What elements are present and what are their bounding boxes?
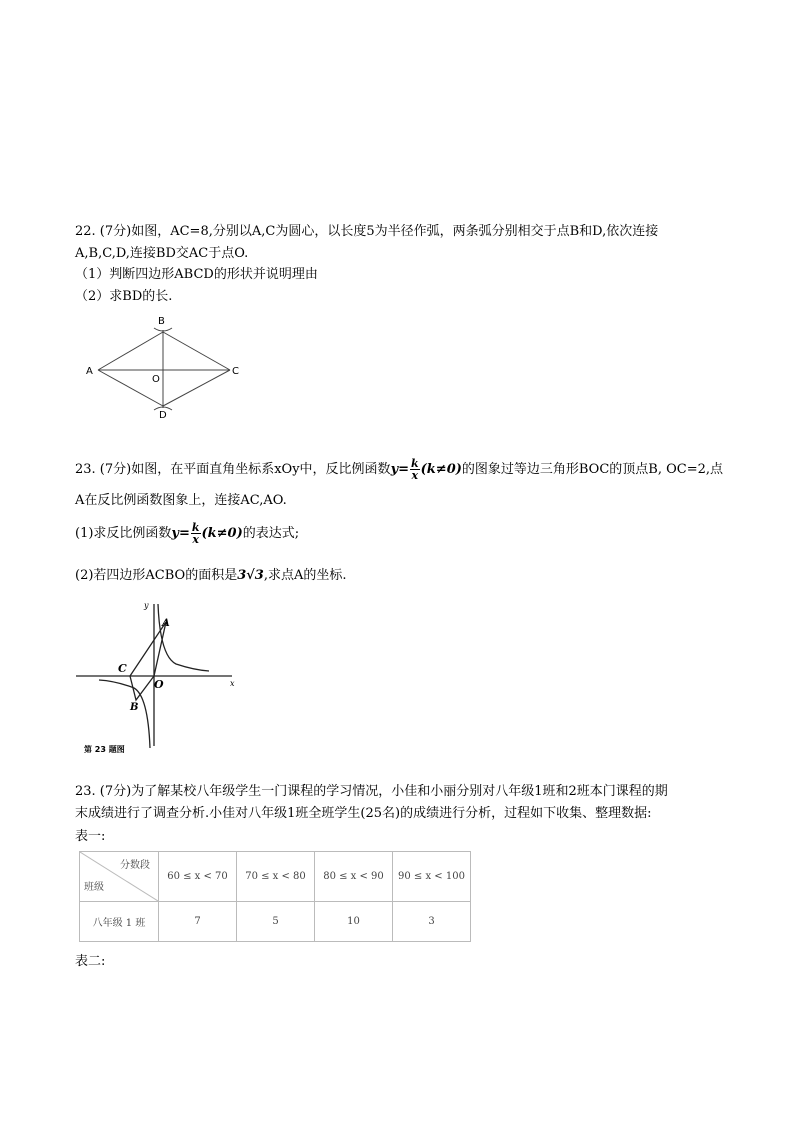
label-a: A (86, 366, 93, 377)
q22-part2: （2）求BD的长. (75, 289, 173, 304)
table-col-header: 60 ≤ x < 70 (159, 852, 237, 902)
table-col-header: 90 ≤ x < 100 (393, 852, 471, 902)
table-cell: 5 (237, 902, 315, 942)
area-value: 3√3 (237, 568, 264, 583)
table-corner-cell (80, 852, 159, 902)
label-a: A (162, 618, 170, 629)
q23a-stem-line2: A在反比例函数图象上，连接AC,AO. (75, 493, 287, 508)
table1-label: 表一: (75, 829, 106, 844)
label-b: B (158, 316, 165, 327)
table2-label: 表二: (75, 954, 106, 969)
func-lhs: y= (171, 526, 190, 541)
q22-rhombus-figure (80, 312, 250, 420)
score-table (79, 851, 471, 942)
q23b-stem-line2: 末成绩进行了调查分析.小佳对八年级1班全班学生(25名)的成绩进行分析，过程如下收集、整理数据: (75, 806, 652, 821)
label-o: O (154, 678, 164, 691)
edge-ab (98, 332, 163, 370)
figure-caption: 第 23 题图 (84, 745, 125, 754)
table-cell: 3 (393, 902, 471, 942)
func-cond: (k≠0) (201, 526, 243, 541)
q22-part1: （1）判断四边形ABCD的形状并说明理由 (75, 267, 318, 282)
q22-stem-line1: 22. (7分)如图，AC=8,分别以A,C为圆心，以长度5为半径作弧，两条弧分别相交于点B和D,依次连接 (75, 224, 659, 239)
corner-top-label: 分数段 (120, 860, 150, 871)
label-c: C (232, 366, 239, 377)
hyperbola-branch-2 (99, 680, 150, 748)
func-fraction (191, 522, 201, 545)
label-x: x (230, 679, 235, 688)
q23a-part2-post: ,求点A的坐标. (263, 568, 347, 583)
q23a-part2 (75, 567, 347, 585)
corner-bottom-label: 班级 (84, 882, 104, 893)
q23a-part1-pre: (1)求反比例函数 (75, 526, 172, 541)
table-row-label: 八年级 1 班 (80, 902, 159, 942)
hyperbola-branch-1 (158, 604, 209, 671)
q23a-stem-post: 的图象过等边三角形BOC的顶点B, OC=2,点 (461, 462, 724, 477)
table-row (80, 902, 471, 942)
q22-stem-line2: A,B,C,D,连接BD交AC于点O. (75, 246, 249, 261)
label-b: B (130, 702, 139, 713)
label-o: O (152, 374, 160, 385)
func-lhs: y= (390, 462, 410, 477)
q23a-part1-post: 的表达式; (242, 526, 300, 541)
q23a-stem-pre: 23. (7分)如图，在平面直角坐标系xOy中，反比例函数 (75, 462, 391, 477)
label-c: C (118, 662, 127, 675)
func-cond: (k≠0) (420, 462, 462, 477)
label-y: y (144, 601, 149, 610)
table-cell: 7 (159, 902, 237, 942)
func-num: k (191, 521, 200, 534)
q23a-part2-pre: (2)若四边形ACBO的面积是 (75, 568, 238, 583)
arc-b (154, 328, 172, 331)
table-header-row (80, 852, 471, 902)
table-col-header: 80 ≤ x < 90 (315, 852, 393, 902)
q23b-stem-line1: 23. (7分)为了解某校八年级学生一门课程的学习情况，小佳和小丽分别对八年级1班和2班本门课程的期 (75, 784, 668, 799)
edge-cd (163, 370, 230, 406)
table-cell: 10 (315, 902, 393, 942)
label-d: D (159, 410, 167, 420)
func-fraction (410, 458, 420, 481)
q23a-hyperbola-figure (74, 596, 240, 754)
func-num: k (411, 457, 419, 470)
table-col-header: 70 ≤ x < 80 (237, 852, 315, 902)
func-den: x (192, 533, 199, 546)
func-den: x (411, 469, 419, 482)
q23a-part1 (75, 522, 299, 545)
edge-bc (163, 332, 230, 370)
q23a-stem-line1 (75, 458, 723, 481)
